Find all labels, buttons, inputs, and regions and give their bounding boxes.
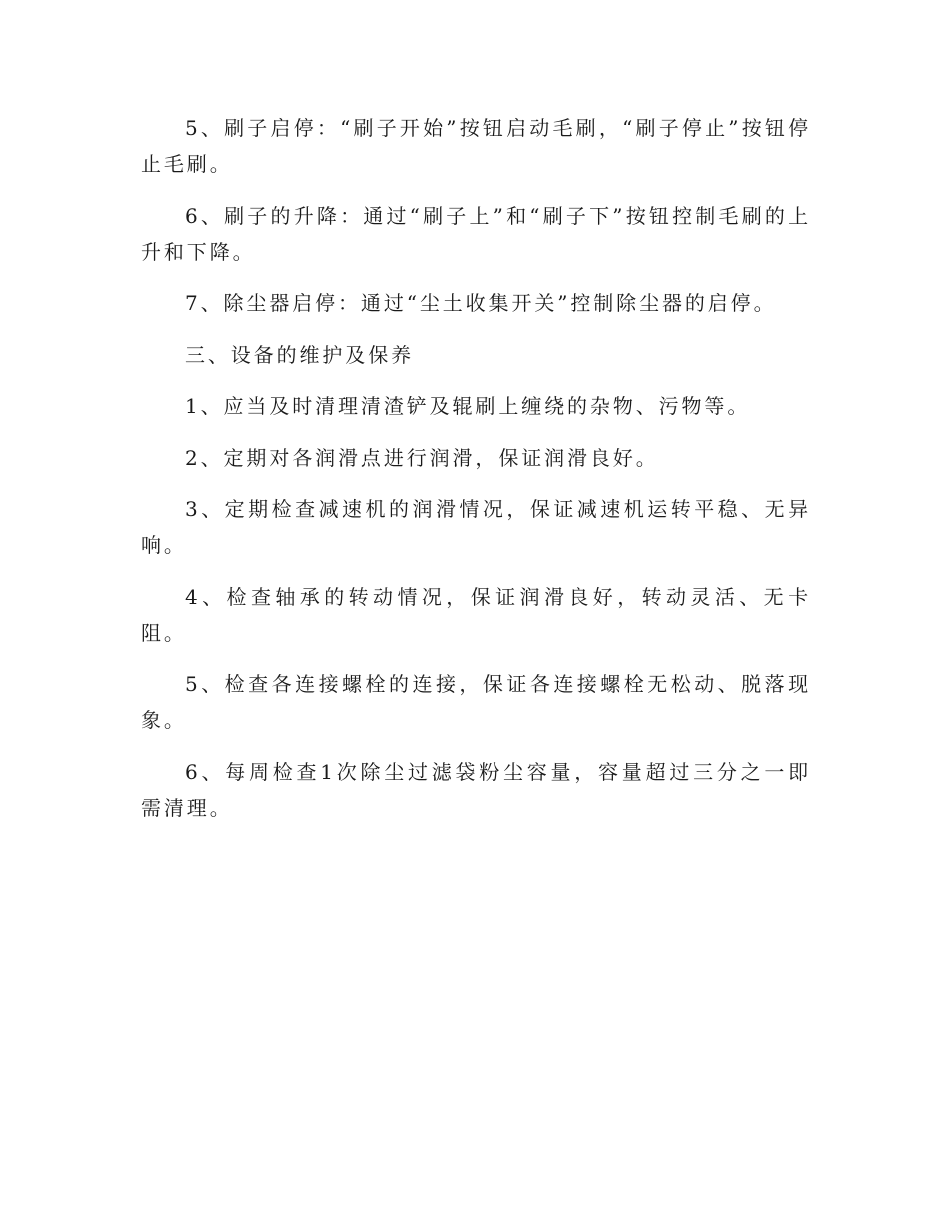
paragraph-dust-collector: 7、除尘器启停：通过“尘土收集开关”控制除尘器的启停。 bbox=[185, 291, 777, 315]
paragraph-brush-start-stop: 5、刷子启停：“刷子开始”按钮启动毛刷，“刷子停止”按钮停止毛刷。 bbox=[141, 116, 811, 176]
section-heading-maintenance: 三、设备的维护及保养 bbox=[185, 342, 414, 367]
paragraph-maintenance-6: 6、每周检查1次除尘过滤袋粉尘容量，容量超过三分之一即需清理。 bbox=[141, 759, 811, 820]
document-body bbox=[141, 110, 811, 841]
paragraph-maintenance-3: 3、定期检查减速机的润滑情况，保证减速机运转平稳、无异响。 bbox=[141, 497, 811, 557]
paragraph-maintenance-1: 1、应当及时清理清渣铲及辊刷上缠绕的杂物、污物等。 bbox=[185, 394, 751, 418]
paragraph-maintenance-5: 5、检查各连接螺栓的连接，保证各连接螺栓无松动、脱落现象。 bbox=[141, 672, 811, 732]
paragraph-brush-lift: 6、刷子的升降：通过“刷子上”和“刷子下”按钮控制毛刷的上升和下降。 bbox=[141, 203, 811, 264]
paragraph-maintenance-4: 4、检查轴承的转动情况，保证润滑良好，转动灵活、无卡阻。 bbox=[141, 584, 811, 645]
paragraph-maintenance-2: 2、定期对各润滑点进行润滑，保证润滑良好。 bbox=[185, 445, 659, 470]
